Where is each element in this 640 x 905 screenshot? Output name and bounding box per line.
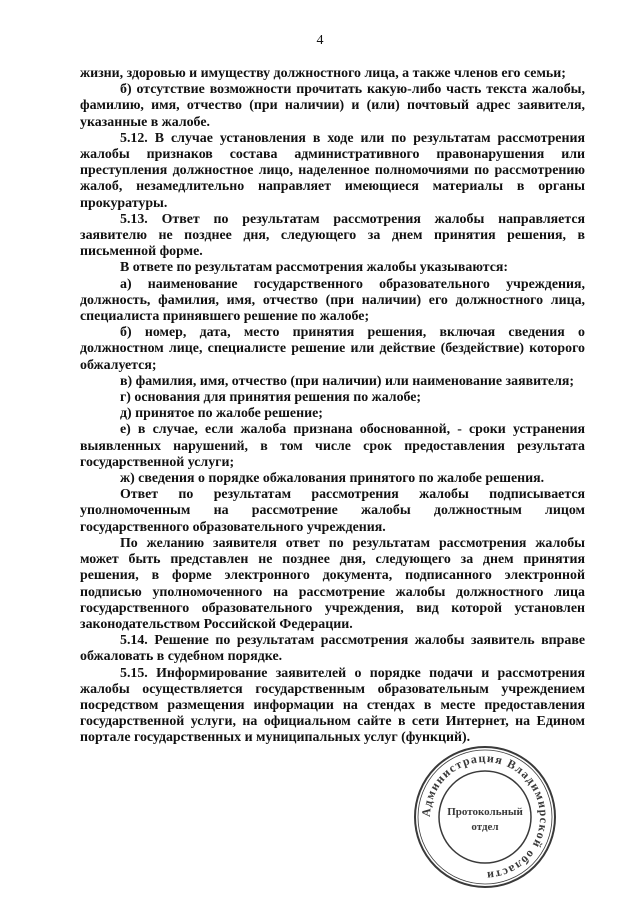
paragraph: 5.13. Ответ по результатам рассмотрения жалобы направляется заявителю не позднее дня, следующего за днем принятия решения, в письменной форме.	[80, 211, 585, 260]
paragraph: д) принятое по жалобе решение;	[120, 406, 323, 422]
paragraph: а) наименование государственного образовательного учреждения, должность, фамилия, имя, отчество (при наличии) его должностного лица, специалиста принявшего решение по жалобе;	[80, 276, 585, 325]
paragraph: 5.15. Информирование заявителей о порядке подачи и рассмотрения жалобы осуществляется государственным образовательным учреждением посредством размещения информации на стендах в месте предоставления государственной услуги, на официальном сайте в сети Интернет, на Едином портале государственных и муниципальных услуг (функций).	[80, 665, 585, 746]
paragraph: г) основания для принятия решения по жалобе;	[120, 390, 422, 406]
paragraph: б) номер, дата, место принятия решения, включая сведения о должностном лице, специалисте решение или действие (бездействие) которого обжалуется;	[80, 325, 585, 373]
document-body	[80, 66, 585, 747]
paragraph: ж) сведения о порядке обжалования принятого по жалобе решения.	[120, 471, 545, 487]
paragraph: В ответе по результатам рассмотрения жалобы указываются:	[120, 260, 509, 276]
page-number: 4	[316, 33, 324, 48]
paragraph: Ответ по результатам рассмотрения жалобы подписывается уполномоченным на рассмотрение жалобы должностным лицом государственного образовательного учреждения.	[80, 487, 585, 535]
paragraph: По желанию заявителя ответ по результатам рассмотрения жалобы может быть представлен не позднее дня, следующего за днем принятия решения, в форме электронного документа, подписанного электронной подписью уполномоченного на рассмотрение жалобы должностного лица государственного образовательного учреждения, вид которой установлен законодательством Российской Федерации.	[80, 535, 585, 632]
paragraph: 5.12. В случае установления в ходе или по результатам рассмотрения жалобы признаков состава административного правонарушения или преступления должностное лицо, наделенное полномочиями по рассмотрению жалоб, незамедлительно направляет имеющиеся материалы в органы прокуратуры.	[80, 130, 585, 211]
paragraph: жизни, здоровью и имуществу должностного лица, а также членов его семьи;	[80, 66, 566, 81]
stamp-ring-text: Администрация Владимирской области	[418, 750, 552, 884]
paragraph: б) отсутствие возможности прочитать какую-либо часть текста жалобы, фамилию, имя, отчество (при наличии) и (или) почтовый адрес заявителя, указанные в жалобе.	[80, 82, 585, 130]
stamp-center-line1: Протокольный	[447, 806, 523, 818]
paragraph: 5.14. Решение по результатам рассмотрения жалобы заявитель вправе обжаловать в судебном порядке.	[80, 633, 585, 665]
stamp-center-line2: отдел	[471, 821, 499, 833]
paragraph: в) фамилия, имя, отчество (при наличии) или наименование заявителя;	[120, 373, 575, 389]
paragraph: е) в случае, если жалоба признана обоснованной, - сроки устранения выявленных нарушений, в том числе срок предоставления результата государственной услуги;	[80, 422, 585, 470]
stamp-seal-icon	[412, 744, 558, 890]
official-stamp	[412, 744, 558, 890]
